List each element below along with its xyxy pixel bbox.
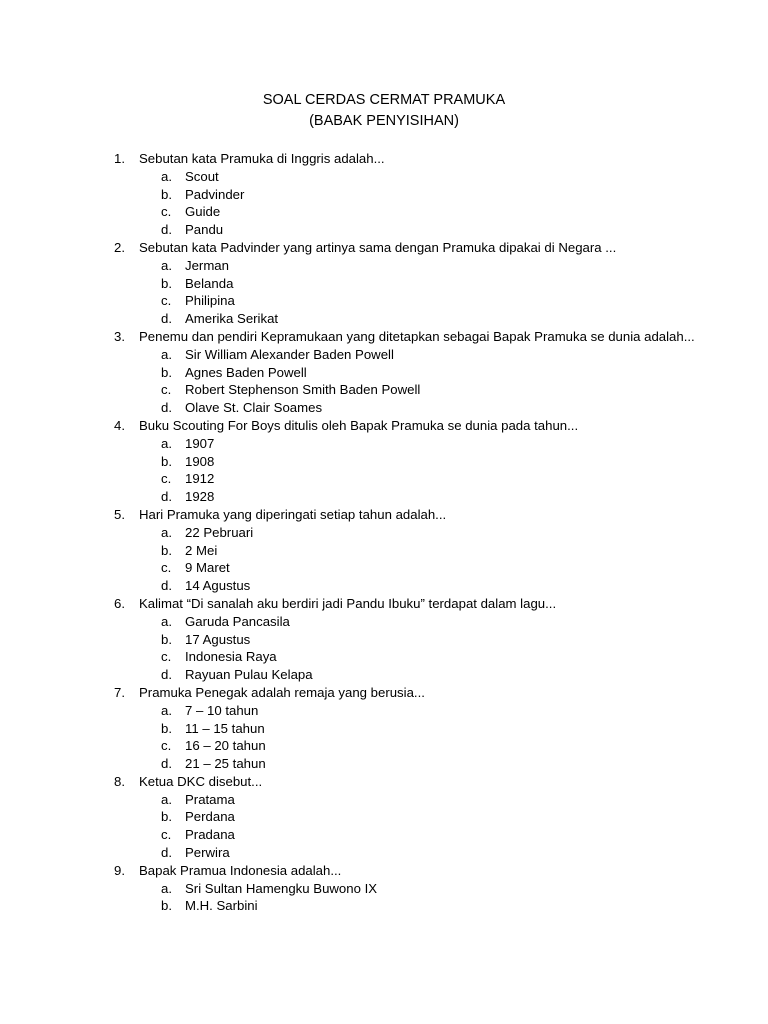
- option-text: 1908: [185, 453, 215, 469]
- question-text: Hari Pramuka yang diperingati setiap tahun adalah...: [139, 506, 447, 522]
- question-number: 5.: [114, 506, 125, 522]
- option-text: Agnes Baden Powell: [185, 364, 307, 380]
- question-number: 4.: [114, 417, 125, 433]
- option-letter: c.: [161, 827, 172, 843]
- option-text: 1928: [185, 489, 215, 505]
- option-letter: b.: [161, 453, 172, 469]
- option-letter: c.: [161, 293, 172, 309]
- answer-option: [0, 542, 768, 560]
- option-text: Garuda Pancasila: [185, 613, 290, 629]
- option-letter: a.: [161, 257, 172, 273]
- answer-option: [0, 702, 768, 720]
- answer-option: [0, 453, 768, 471]
- option-letter: b.: [161, 542, 172, 558]
- option-text: Perwira: [185, 845, 230, 861]
- option-text: Rayuan Pulau Kelapa: [185, 667, 313, 683]
- option-text: Olave St. Clair Soames: [185, 400, 323, 416]
- option-text: Sir William Alexander Baden Powell: [185, 346, 394, 362]
- option-text: Pratama: [185, 791, 235, 807]
- answer-options: [0, 613, 768, 684]
- option-letter: a.: [161, 613, 172, 629]
- question-line: [0, 417, 768, 435]
- answer-option: [0, 435, 768, 453]
- option-text: 7 – 10 tahun: [185, 702, 259, 718]
- answer-option: [0, 292, 768, 310]
- answer-options: [0, 791, 768, 862]
- answer-option: [0, 791, 768, 809]
- answer-option: [0, 488, 768, 506]
- answer-options: [0, 257, 768, 328]
- question-item: [0, 506, 768, 595]
- answer-option: [0, 631, 768, 649]
- option-letter: a.: [161, 346, 172, 362]
- document-title: SOAL CERDAS CERMAT PRAMUKA: [262, 92, 506, 108]
- question-text: Pramuka Penegak adalah remaja yang berusia...: [139, 684, 425, 700]
- question-number: 3.: [114, 328, 125, 344]
- option-text: Amerika Serikat: [185, 311, 279, 327]
- option-letter: c.: [161, 649, 172, 665]
- option-text: Belanda: [185, 275, 234, 291]
- option-text: Indonesia Raya: [185, 649, 277, 665]
- option-letter: c.: [161, 471, 172, 487]
- option-text: Sri Sultan Hamengku Buwono IX: [185, 880, 378, 896]
- option-text: 14 Agustus: [185, 578, 251, 594]
- question-number: 8.: [114, 773, 125, 789]
- question-item: [0, 239, 768, 328]
- answer-option: [0, 737, 768, 755]
- option-text: 2 Mei: [185, 542, 218, 558]
- answer-options: [0, 168, 768, 239]
- question-line: [0, 862, 768, 880]
- question-text: Penemu dan pendiri Kepramukaan yang ditetapkan sebagai Bapak Pramuka se dunia adalah...: [139, 328, 695, 344]
- option-text: Pradana: [185, 827, 235, 843]
- question-line: [0, 684, 768, 702]
- option-text: 16 – 20 tahun: [185, 738, 266, 754]
- question-number: 1.: [114, 151, 125, 166]
- answer-option: [0, 203, 768, 221]
- option-letter: d.: [161, 489, 172, 505]
- answer-option: [0, 364, 768, 382]
- option-text: Pandu: [185, 222, 224, 238]
- option-text: 9 Maret: [185, 560, 230, 576]
- answer-option: [0, 275, 768, 293]
- question-list: [0, 150, 768, 915]
- question-item: [0, 773, 768, 862]
- option-text: Guide: [185, 204, 221, 220]
- option-text: Philipina: [185, 293, 235, 309]
- option-letter: d.: [161, 400, 172, 416]
- option-letter: a.: [161, 702, 172, 718]
- option-letter: c.: [161, 560, 172, 576]
- answer-option: [0, 826, 768, 844]
- question-line: [0, 773, 768, 791]
- question-item: [0, 862, 768, 915]
- option-letter: a.: [161, 168, 172, 184]
- option-text: Scout: [185, 168, 219, 184]
- answer-option: [0, 666, 768, 684]
- question-line: [0, 150, 768, 168]
- option-letter: a.: [161, 880, 172, 896]
- answer-option: [0, 346, 768, 364]
- option-letter: c.: [161, 382, 172, 398]
- option-letter: d.: [161, 311, 172, 327]
- question-line: [0, 595, 768, 613]
- option-letter: b.: [161, 809, 172, 825]
- option-text: 22 Pebruari: [185, 524, 254, 540]
- option-letter: c.: [161, 204, 172, 220]
- option-text: Jerman: [185, 257, 229, 273]
- question-text: Bapak Pramua Indonesia adalah...: [139, 862, 342, 878]
- answer-option: [0, 897, 768, 915]
- answer-option: [0, 720, 768, 738]
- question-item: [0, 684, 768, 773]
- option-letter: b.: [161, 186, 172, 202]
- option-letter: b.: [161, 631, 172, 647]
- answer-option: [0, 470, 768, 488]
- answer-option: [0, 844, 768, 862]
- answer-option: [0, 648, 768, 666]
- option-text: 1912: [185, 471, 215, 487]
- answer-option: [0, 310, 768, 328]
- option-letter: b.: [161, 364, 172, 380]
- document-subtitle: (BABAK PENYISIHAN): [309, 113, 459, 129]
- option-text: 1907: [185, 435, 215, 451]
- option-text: Robert Stephenson Smith Baden Powell: [185, 382, 421, 398]
- question-number: 6.: [114, 595, 125, 611]
- question-text: Sebutan kata Pramuka di Inggris adalah...: [139, 151, 385, 166]
- option-letter: a.: [161, 791, 172, 807]
- question-text: Buku Scouting For Boys ditulis oleh Bapak Pramuka se dunia pada tahun...: [139, 417, 579, 433]
- option-letter: d.: [161, 667, 172, 683]
- answer-option: [0, 221, 768, 239]
- option-letter: d.: [161, 845, 172, 861]
- option-letter: b.: [161, 275, 172, 291]
- question-line: [0, 328, 768, 346]
- option-text: Padvinder: [185, 186, 245, 202]
- option-letter: c.: [161, 738, 172, 754]
- option-letter: a.: [161, 435, 172, 451]
- answer-option: [0, 257, 768, 275]
- question-item: [0, 595, 768, 684]
- answer-option: [0, 613, 768, 631]
- option-text: 11 – 15 tahun: [185, 720, 265, 736]
- question-item: [0, 417, 768, 506]
- option-text: M.H. Sarbini: [185, 898, 258, 914]
- answer-option: [0, 186, 768, 204]
- option-letter: a.: [161, 524, 172, 540]
- answer-option: [0, 755, 768, 773]
- answer-option: [0, 381, 768, 399]
- question-number: 9.: [114, 862, 125, 878]
- question-number: 2.: [114, 239, 125, 255]
- option-letter: b.: [161, 720, 172, 736]
- answer-options: [0, 880, 768, 916]
- question-number: 7.: [114, 684, 125, 700]
- answer-options: [0, 346, 768, 417]
- option-text: Perdana: [185, 809, 235, 825]
- option-letter: d.: [161, 578, 172, 594]
- answer-option: [0, 168, 768, 186]
- question-text: Ketua DKC disebut...: [139, 773, 263, 789]
- question-line: [0, 506, 768, 524]
- option-letter: d.: [161, 222, 172, 238]
- answer-option: [0, 577, 768, 595]
- question-text: Sebutan kata Padvinder yang artinya sama dengan Pramuka dipakai di Negara ...: [139, 239, 617, 255]
- answer-option: [0, 880, 768, 898]
- question-line: [0, 239, 768, 257]
- question-item: [0, 150, 768, 239]
- answer-options: [0, 435, 768, 506]
- answer-options: [0, 702, 768, 773]
- answer-option: [0, 524, 768, 542]
- answer-option: [0, 559, 768, 577]
- option-letter: b.: [161, 898, 172, 914]
- question-text: Kalimat “Di sanalah aku berdiri jadi Pandu Ibuku” terdapat dalam lagu...: [139, 595, 557, 611]
- answer-options: [0, 524, 768, 595]
- answer-option: [0, 399, 768, 417]
- option-letter: d.: [161, 756, 172, 772]
- option-text: 17 Agustus: [185, 631, 251, 647]
- answer-option: [0, 808, 768, 826]
- option-text: 21 – 25 tahun: [185, 756, 266, 772]
- question-item: [0, 328, 768, 417]
